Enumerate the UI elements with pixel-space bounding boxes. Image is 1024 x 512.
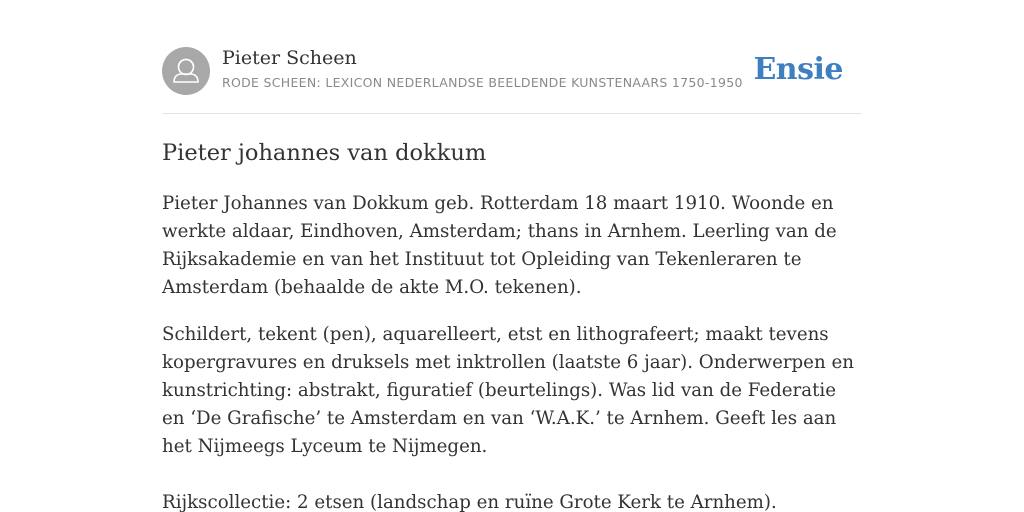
- article-paragraph-1: Pieter Johannes van Dokkum geb. Rotterdam 18 maart 1910. Woonde en werkte aldaar, Eindhoven, Amsterdam; thans in Arnhem. Leerling van de Rijksakademie en van het Instituut tot Opleiding van Tekenleraren te Amsterdam (behaalde de akte M.O. tekenen).: [162, 193, 837, 298]
- article-paragraph-2: Schildert, tekent (pen), aquarelleert, etst en lithografeert; maakt tevens kopergravures en druksels met inktrollen (laatste 6 jaar). Onderwerpen en kunstrichting: abstrakt, figuratief (beurtelings). Was lid van de Federatie en ‘De Grafische’ te Amsterdam en van ‘W.A.K.’ te Arnhem. Geeft les aan het Nijmeegs Lyceum te Nijmegen.: [162, 324, 854, 457]
- article-title: Pieter johannes van dokkum: [162, 140, 487, 166]
- ensie-logo[interactable]: Ensie: [753, 52, 843, 87]
- author-name[interactable]: Pieter Scheen: [222, 47, 357, 69]
- source-name[interactable]: RODE SCHEEN: LEXICON NEDERLANDSE BEELDENDE KUNSTENAARS 1750-1950: [222, 75, 743, 90]
- header-divider: [162, 113, 862, 114]
- author-avatar-icon[interactable]: [162, 47, 210, 95]
- article-paragraph-3: Rijkscollectie: 2 etsen (landschap en ruïne Grote Kerk te Arnhem).: [162, 492, 777, 512]
- user-outline-icon: [162, 47, 210, 95]
- article-header: [162, 47, 862, 95]
